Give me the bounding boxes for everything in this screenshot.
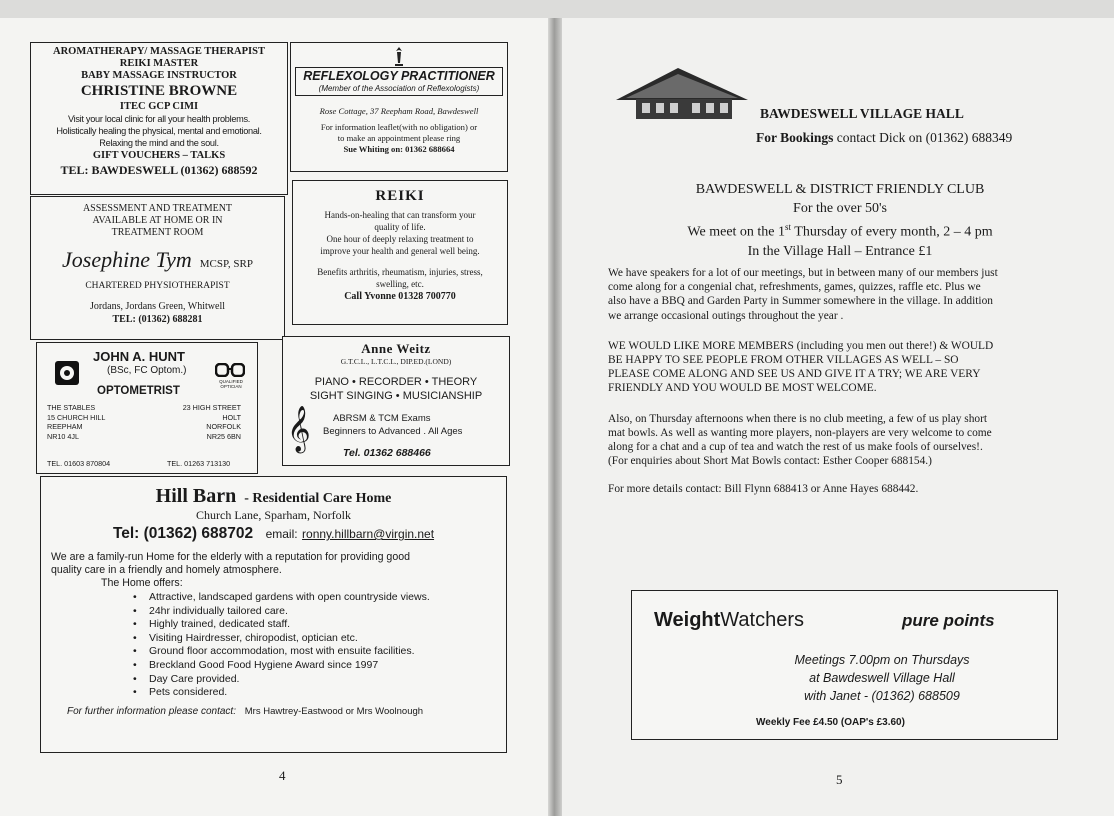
paragraph-line: WE WOULD LIKE MORE MEMBERS (including you men out there!) & WOULD bbox=[608, 339, 994, 352]
music-tel: Tel. 01362 688466 bbox=[343, 447, 431, 459]
music-quals: G.T.C.L., L.T.C.L., DIP.ED.(LOND) bbox=[340, 357, 452, 366]
reflexology-info: to make an appointment please ring bbox=[337, 133, 461, 143]
paragraph bbox=[608, 482, 998, 496]
aromatherapy-ad bbox=[30, 42, 288, 195]
address-line: 23 HIGH STREET bbox=[182, 403, 241, 412]
contacts: Mrs Hawtrey-Eastwood or Mrs Woolnough bbox=[244, 705, 424, 717]
reiki-call: Call Yvonne 01328 700770 bbox=[344, 291, 456, 302]
address-line: THE STABLES bbox=[47, 403, 96, 412]
email-link[interactable]: ronny.hillbarn@virgin.net bbox=[302, 527, 435, 541]
optometrist-title: OPTOMETRIST bbox=[97, 385, 180, 397]
physio-quals: MCSP, SRP bbox=[199, 258, 253, 270]
optometrist-name: JOHN A. HUNT bbox=[93, 349, 185, 364]
reiki-line: Hands-on-healing that can transform your bbox=[324, 210, 476, 220]
aroma-tel: TEL: BAWDESWELL (01362) 688592 bbox=[60, 163, 258, 177]
list-item: • Breckland Good Food Hygiene Award since 1997 bbox=[127, 659, 506, 673]
assessment-line: AVAILABLE AT HOME OR IN bbox=[92, 215, 223, 226]
address-line: REEPHAM bbox=[47, 422, 83, 431]
reiki-benefits: swelling, etc. bbox=[376, 279, 424, 289]
reflexology-title: REFLEXOLOGY PRACTITIONER bbox=[303, 69, 495, 83]
weightwatchers-ad bbox=[631, 590, 1058, 740]
assessment-line: TREATMENT ROOM bbox=[111, 227, 204, 238]
reiki-line: improve your health and general well being. bbox=[320, 246, 480, 256]
club-body bbox=[608, 266, 998, 497]
aroma-text: Relaxing the mind and the soul. bbox=[99, 138, 219, 148]
list-item: • Attractive, landscaped gardens with open countryside views. bbox=[127, 591, 506, 605]
offers-title: The Home offers: bbox=[101, 577, 183, 589]
further-info: For further information please contact: bbox=[67, 705, 236, 717]
hall-title: BAWDESWELL VILLAGE HALL bbox=[760, 106, 964, 121]
ww-line: at Bawdeswell Village Hall bbox=[809, 671, 955, 685]
list-item: • Highly trained, dedicated staff. bbox=[127, 618, 506, 632]
music-teacher-name: Anne Weitz bbox=[361, 341, 431, 356]
list-item: • Visiting Hairdresser, chiropodist, optician etc. bbox=[127, 632, 506, 646]
list-item: • Ground floor accommodation, most with ensuite facilities. bbox=[127, 645, 506, 659]
reiki-title: REIKI bbox=[375, 188, 425, 204]
list-item: • Day Care provided. bbox=[127, 673, 506, 687]
assessment-line: ASSESSMENT AND TREATMENT bbox=[82, 203, 233, 214]
paragraph-line: Also, on Thursday afternoons when there is no club meeting, a few of us play short bbox=[608, 412, 988, 425]
qualified-badge: QUALIFIED OPTICIAN bbox=[219, 379, 243, 389]
paragraph-line: We have speakers for a lot of our meetings, but in between many of our members just bbox=[608, 267, 998, 279]
ww-line: with Janet - (01362) 688509 bbox=[804, 689, 960, 703]
address-line: 15 CHURCH HILL bbox=[47, 412, 106, 422]
hillbarn-intro: quality care in a friendly and homely atmosphere. bbox=[51, 564, 282, 576]
reiki-line: One hour of deeply relaxing treatment to bbox=[326, 234, 474, 244]
ww-tagline: pure points bbox=[902, 611, 995, 630]
reflexology-info: For information leaflet(with no obligation) or bbox=[320, 122, 478, 132]
reflexology-ad bbox=[290, 42, 508, 172]
exams: ABRSM & TCM Exams bbox=[333, 413, 431, 424]
music-line: SIGHT SINGING • MUSICIANSHIP bbox=[309, 390, 483, 402]
paragraph-line: For more details contact: Bill Flynn 688413 or Anne Hayes 688442. bbox=[608, 483, 919, 496]
physio-address: Jordans, Jordans Green, Whitwell bbox=[89, 301, 226, 312]
address-line: NR25 6BN bbox=[206, 431, 241, 441]
booking-contact: contact Dick on (01362) 688349 bbox=[833, 130, 1013, 145]
hillbarn-intro: We are a family-run Home for the elderly with a reputation for providing good bbox=[51, 551, 410, 563]
tel-holt: TEL. 01263 713130 bbox=[167, 459, 231, 468]
treble-clef-icon: 𝄞 bbox=[287, 406, 311, 452]
brand-rest: Watchers bbox=[720, 609, 805, 631]
paragraph-line: PLEASE COME ALONG AND SEE US AND GIVE IT A TRY; WE ARE VERY bbox=[608, 368, 981, 381]
foot-icon bbox=[291, 45, 507, 67]
optometrist-ad bbox=[36, 342, 258, 474]
address-line: NORFOLK bbox=[206, 422, 241, 431]
offers-list bbox=[127, 591, 506, 700]
page-number-right: 5 bbox=[836, 772, 843, 787]
email-label: email: bbox=[265, 527, 298, 541]
reflexology-subtitle: (Member of the Association of Reflexologists) bbox=[318, 84, 480, 93]
music-ad bbox=[282, 336, 510, 466]
hillbarn-title: Hill Barn bbox=[155, 485, 237, 507]
club-line: In the Village Hall – Entrance £1 bbox=[747, 243, 933, 259]
physio-tel: TEL: (01362) 688281 bbox=[112, 314, 203, 325]
paragraph-line: FRIENDLY AND YOU WOULD BE MOST WELCOME. bbox=[608, 382, 877, 395]
address-line: NR10 4JL bbox=[47, 431, 79, 441]
booking-label: For Bookings bbox=[756, 130, 834, 145]
paragraph-line: mat bowls. As well as wanting more players, non-players are very welcome to come bbox=[608, 426, 992, 439]
club-line: Thursday of every month, 2 – 4 pm bbox=[791, 224, 993, 240]
hillbarn-tel: Tel: (01362) 688702 bbox=[112, 525, 254, 542]
practitioner-name: CHRISTINE BROWNE bbox=[80, 83, 238, 99]
tel-reepham: TEL. 01603 870804 bbox=[47, 459, 111, 468]
gift-vouchers: GIFT VOUCHERS – TALKS bbox=[92, 150, 226, 161]
paragraph bbox=[608, 412, 998, 469]
paragraph-line: also have a BBQ and Garden Party in Summer somewhere in the village. In addition bbox=[608, 295, 993, 308]
aroma-text: Visit your local clinic for all your health problems. bbox=[67, 114, 251, 124]
village-hall-icon bbox=[612, 66, 752, 131]
paragraph bbox=[608, 339, 998, 396]
reiki-line: quality of life. bbox=[374, 222, 426, 232]
club-line: For the over 50's bbox=[793, 201, 887, 216]
optometrist-quals: (BSc, FC Optom.) bbox=[107, 365, 187, 376]
club-line: We meet on the 1 bbox=[687, 224, 786, 240]
paragraph-line: (For enquiries about Short Mat Bowls contact: Esther Cooper 688154.) bbox=[608, 455, 932, 468]
page-number-left: 4 bbox=[279, 768, 286, 783]
reflexology-contact: Sue Whiting on: 01362 688664 bbox=[343, 144, 455, 154]
aroma-line: BABY MASSAGE INSTRUCTOR bbox=[81, 70, 237, 81]
physio-role: CHARTERED PHYSIOTHERAPIST bbox=[85, 281, 230, 291]
credentials: ITEC GCP CIMI bbox=[119, 101, 199, 112]
hillbarn-subtitle: - Residential Care Home bbox=[244, 491, 392, 506]
club-title: BAWDESWELL & DISTRICT FRIENDLY CLUB bbox=[695, 182, 985, 197]
reiki-benefits: Benefits arthritis, rheumatism, injuries, stress, bbox=[317, 267, 483, 277]
reflexology-address: Rose Cottage, 37 Reepham Road, Bawdeswell bbox=[319, 106, 479, 116]
brand-bold: Weight bbox=[654, 609, 721, 631]
address-line: HOLT bbox=[222, 412, 241, 422]
ordinal-suffix: st bbox=[785, 222, 792, 232]
paragraph bbox=[608, 266, 998, 323]
physio-ad bbox=[30, 196, 285, 340]
book-spine bbox=[548, 18, 562, 816]
aroma-line: AROMATHERAPY/ MASSAGE THERAPIST bbox=[53, 46, 265, 57]
levels: Beginners to Advanced . All Ages bbox=[323, 426, 463, 437]
hillbarn-address: Church Lane, Sparham, Norfolk bbox=[196, 508, 351, 522]
hillbarn-ad bbox=[40, 476, 507, 753]
paragraph-line: BE HAPPY TO SEE PEOPLE FROM OTHER VILLAGES AS WELL – SO bbox=[608, 354, 959, 367]
list-item: • Pets considered. bbox=[127, 686, 506, 700]
list-item: • 24hr individually tailored care. bbox=[127, 605, 506, 619]
paragraph-line: we arrange occasional outings throughout the year . bbox=[608, 309, 844, 322]
music-line: PIANO • RECORDER • THEORY bbox=[314, 376, 478, 388]
paragraph-line: along for a chat and a cup of tea and watch the rest of us make fools of ourselves!. bbox=[608, 441, 983, 454]
aroma-text: Holistically healing the physical, mental and emotional. bbox=[56, 126, 262, 136]
eye-logo-icon bbox=[55, 361, 79, 385]
reiki-ad bbox=[292, 180, 508, 325]
physio-name: Josephine Tym bbox=[62, 247, 192, 272]
ww-fee: Weekly Fee £4.50 (OAP's £3.60) bbox=[756, 717, 905, 728]
aroma-line: REIKI MASTER bbox=[119, 58, 199, 69]
top-strip bbox=[0, 0, 1114, 18]
paragraph-line: come along for a congenial chat, refreshments, games, quizzes, raffle etc. Plus we bbox=[608, 281, 981, 294]
ww-line: Meetings 7.00pm on Thursdays bbox=[794, 653, 970, 667]
